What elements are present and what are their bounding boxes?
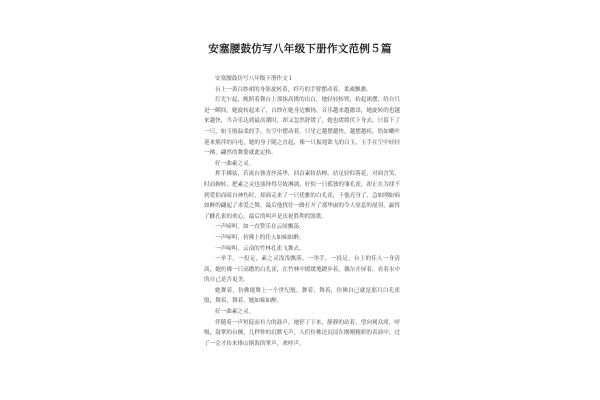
paragraph: 安塞腰鼓仿写八年级下册作文１: [215, 76, 294, 82]
paragraph: 灯光乍起，晚照着舞台上那抹高挑的出白，她轻轻转臂，抬起裙摆，给自只是一瞬间，她旋转起来了，白纱在她身边飘扬，音乐越来越激昂，她旋转的也越来越快，当音乐达到最高潮时，却又忽然舒缓了，她也缓缓伏下身去，只留下了一只，如玉般温柔的手，在空中摆动着，只见它越摆越快，越摆越疾，恰如嫩叶迎来熊萍的闪电，她的身子随之直起，像一只振翅欲飞的白玉，玉手在空中轻轻一拂，翩然的舞姿就此定格。: [204, 97, 400, 157]
document-body: [204, 74, 400, 349]
paragraph: 她舞着，仿佛能舞上一个世纪般，舞着，舞着，仿佛自己就是那只白孔雀般，舞着，舞着，她如痴如醉。: [204, 287, 400, 305]
paragraph: 一声啼叫，如一直赞乐在云间飘荡。: [215, 224, 305, 231]
paragraph: 台上一袭白纱裙的身影旋转着，纤巧的手臂摆动着，柔魂飘渺。: [215, 86, 372, 93]
paragraph: 伴随着一声短促而有力的鼓声，她停了下来，静静的站着，望向观众席，呼吸，鼓掌的台侧，几秒钟的沉默无声，人们仿佛还沉浸在刚刚精彩的表演中，过了一会才传来排山倒海的掌声，欢呼声。: [204, 319, 400, 347]
paragraph: 一声啼叫，仿佛上的佳人如痴如醉。: [215, 234, 305, 241]
paragraph: 一声啼叫，云南的竹林孔雀飞舞去。: [215, 245, 305, 252]
paragraph: 好一曲素之灵。: [215, 160, 255, 167]
paragraph: 一举手，一投足，素之灵浅浅飘落。一举手，一投足，台上的佳人一身清高，她仿佛一只高傲的白孔雀，在竹林中缓缓地踱步着，偶尔开屏着，看着水中的自己是否更美。: [204, 256, 400, 284]
paragraph: 好一曲素之灵。: [215, 309, 255, 316]
paragraph: 挥手拂弦，若流台独青丝荡华，回首素妆拈蝉，拈足轻似落花，对面含笑，时而婉转，把素之灵也演绎得尽致淋漓，好似一只孤独的雏孔雀，却正在为找不到爱伯而暗自神伤时，却面走来了一只优雅的白孔雀，于他亮身了，急如刚如痴如醉的翩起了求爱之舞，最后他找往一路打开了那华丽的令人窒息的尾羽，赢得了雌孔雀的欢心，最后的叫声是庆祝胜利的凯歌。: [204, 171, 400, 220]
document-title: 安塞腰鼓仿写八年级下册作文范例５篇: [208, 43, 392, 55]
